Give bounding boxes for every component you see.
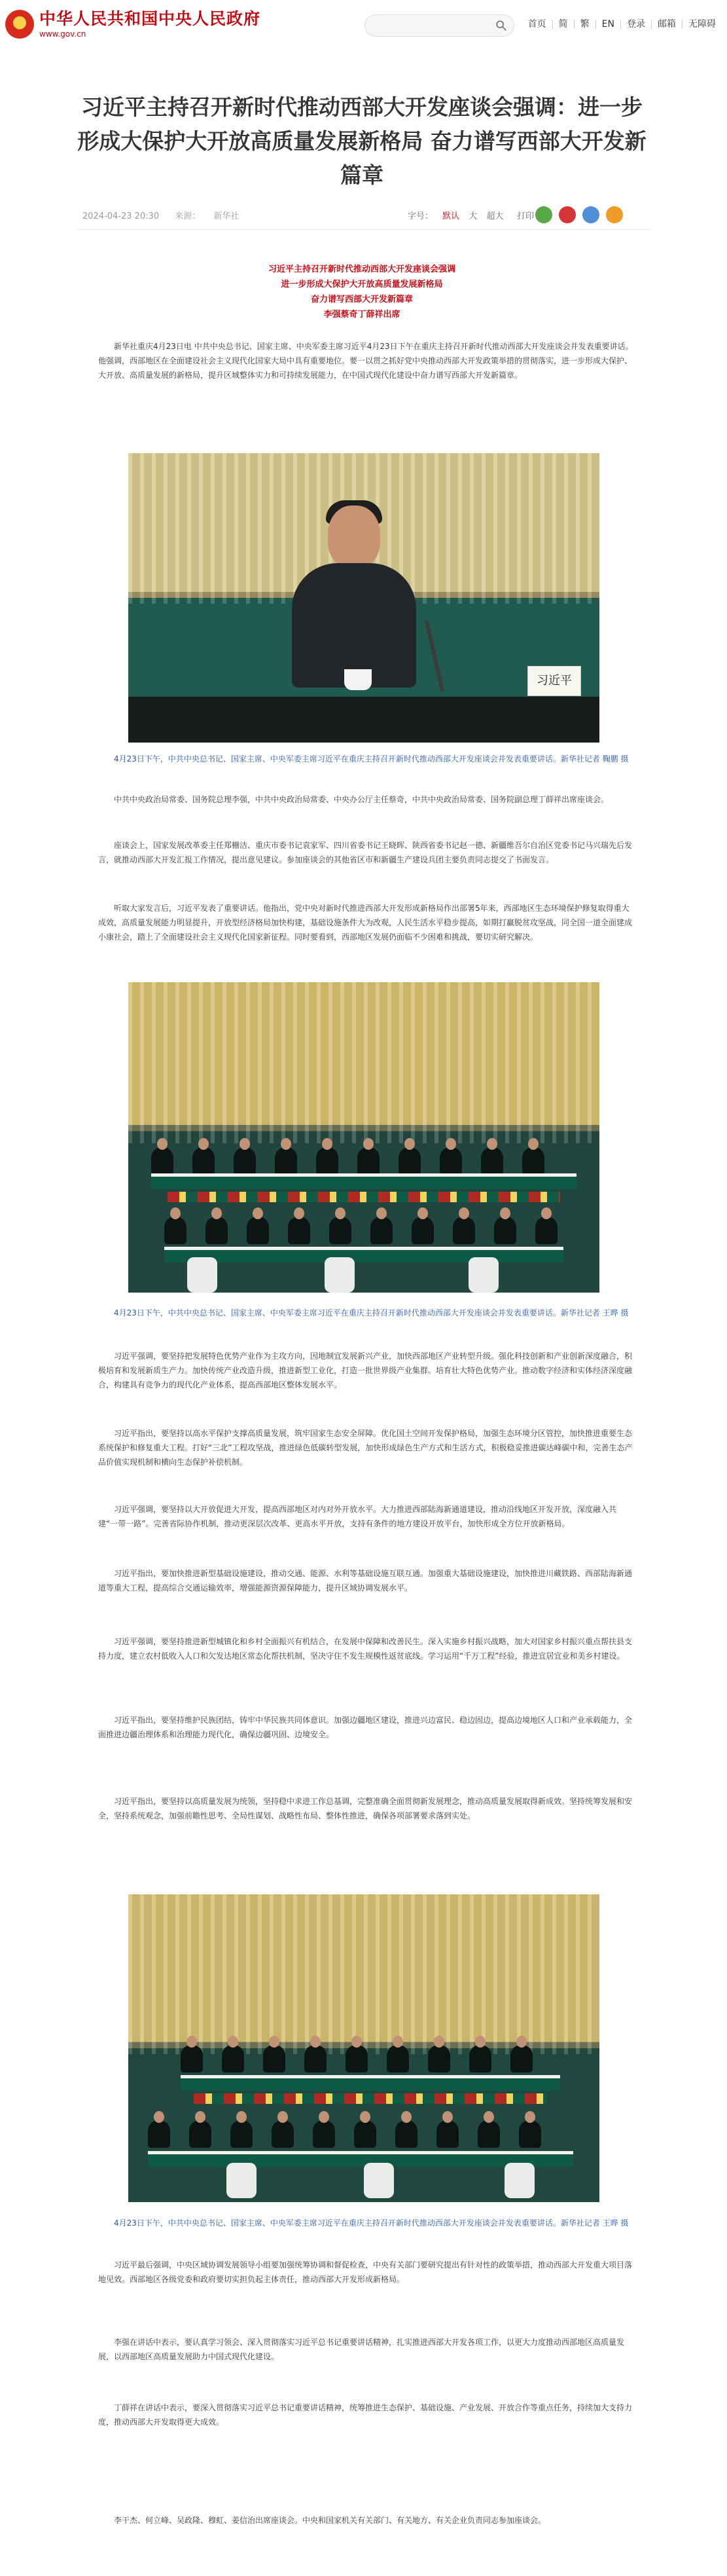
weibo-icon[interactable] xyxy=(559,206,576,223)
curtain-background xyxy=(128,982,599,1143)
curtain-background xyxy=(128,1894,599,2054)
article-paragraph: 中共中央政治局常委、国务院总理李强，中共中央政治局常委、中央办公厅主任蔡奇，中共中央政治局常委、国务院副总理丁薛祥出席座谈会。 xyxy=(114,795,609,804)
article-paragraph: 习近平指出，要坚持维护民族团结，铸牢中华民族共同体意识。加强边疆地区建设，推进兴边富民、稳边固边，提高边境地区人口和产业承载能力，全面推进边疆治理体系和治理能力现代化，确保边疆巩固、边境安全。 xyxy=(98,1716,633,1739)
speaker-figure xyxy=(292,506,416,682)
meeting-photo-side xyxy=(128,1894,599,2202)
article-paragraph: 习近平指出，要加快推进新型基础设施建设，推动交通、能源、水利等基础设施互联互通。加强重大基础设施建设，加快推进川藏铁路、西部陆海新通道等重大工程，提高综合交通运输效率，增强能源资源保障能力，提升区域协调发展水平。 xyxy=(98,1569,633,1592)
chair xyxy=(469,1257,499,1293)
article-paragraph: 习近平指出，要坚持以高水平保护支撑高质量发展，筑牢国家生态安全屏障。优化国土空间开发保护格局，加强生态环境分区管控，加快推进重要生态系统保护和修复重大工程。打好“三北”工程攻坚战，推进绿色低碳转型发展，加快形成绿色生产方式和生活方式，积极稳妥推进碳达峰碳中和，完善生态产品价值实现机制和横向生态保护补偿机制。 xyxy=(98,1429,633,1467)
nav-accessibility[interactable]: 无障碍 xyxy=(682,20,722,29)
photo-caption: 4月23日下午，中共中央总书记、国家主席、中央军委主席习近平在重庆主持召开新时代推动西部大开发座谈会并发表重要讲话。新华社记者 鞠鹏 摄 xyxy=(114,754,629,764)
lead-line-1: 习近平主持召开新时代推动西部大开发座谈会强调 xyxy=(268,265,455,274)
article-title-area xyxy=(77,90,647,193)
speaker-head xyxy=(328,506,380,568)
article-paragraph: 习近平最后强调，中央区域协调发展领导小组要加强统筹协调和督促检查，中央有关部门要研究提出有针对性的政策举措，推动西部大开发重大项目落地见效。西部地区各级党委和政府要切实担负起主体责任，推动西部大开发形成新格局。 xyxy=(98,2260,633,2284)
font-large-button[interactable]: 大 xyxy=(469,212,478,221)
article-paragraph: 李干杰、何立峰、吴政隆、穆虹、姜信治出席座谈会。中央和国家机关有关部门、有关地方、有关企业负责同志参加座谈会。 xyxy=(114,2516,546,2525)
font-size-label: 字号： xyxy=(408,212,434,221)
tea-cup xyxy=(344,669,372,690)
nav-login[interactable]: 登录 xyxy=(620,20,651,29)
title-divider xyxy=(77,229,650,230)
chair xyxy=(364,2163,394,2198)
chair xyxy=(187,1257,217,1293)
wechat-icon[interactable] xyxy=(535,206,552,223)
search-input[interactable] xyxy=(365,15,489,36)
photo-caption: 4月23日下午，中共中央总书记、国家主席、中央军委主席习近平在重庆主持召开新时代推动西部大开发座谈会并发表重要讲话。新华社记者 王晔 摄 xyxy=(114,1308,629,1317)
site-logo[interactable] xyxy=(5,9,260,39)
meeting-photo-wide xyxy=(128,982,599,1293)
article-paragraph: 习近平强调，要坚持以大开放促进大开发，提高西部地区对内对外开放水平。大力推进西部陆海新通道建设，推动沿线地区开发开放，深度融入共建“一带一路”。完善省际协作机制，推动更深层次改革、更高水平开放，支持有条件的地方建设开放平台，加快形成全方位开放新格局。 xyxy=(98,1505,617,1528)
article-photo-main xyxy=(128,453,599,743)
nav-simplified[interactable]: 简 xyxy=(552,20,574,29)
more-share-icon[interactable] xyxy=(606,206,623,223)
article-title: 习近平主持召开新时代推动西部大开发座谈会强调：进一步形成大保护大开放高质量发展新格局 奋力谱写西部大开发新篇章 xyxy=(77,94,647,188)
chair xyxy=(325,1257,355,1293)
participants-lower-row xyxy=(148,2120,573,2152)
site-url: www.gov.cn xyxy=(39,29,86,39)
emblem-icon xyxy=(5,10,34,39)
flower-strip xyxy=(168,1192,560,1202)
article-meta-left xyxy=(82,209,252,221)
search-icon[interactable] xyxy=(495,20,507,31)
chair xyxy=(505,2163,535,2198)
article-paragraph: 李强在讲话中表示，要认真学习领会、深入贯彻落实习近平总书记重要讲话精神，扎实推进西部大开发各项工作，以更大力度推动西部地区高质量发展，以西部地区高质量发展助力中国式现代化建设。 xyxy=(98,2338,625,2361)
nameplate: 习近平 xyxy=(527,666,581,696)
share-area xyxy=(529,206,623,223)
front-table xyxy=(151,1173,576,1189)
font-xlarge-button[interactable]: 超大 xyxy=(486,212,504,221)
flower-strip xyxy=(194,2093,547,2104)
side-row-participants xyxy=(164,1217,590,1248)
participants-upper-row xyxy=(181,2045,599,2076)
article-paragraph: 丁薛祥在讲话中表示，要深入贯彻落实习近平总书记重要讲话精神，统筹推进生态保护、基础设施、产业发展、开放合作等重点任务，持续加大支持力度，推动西部大开发取得更大成效。 xyxy=(98,2403,633,2427)
article-paragraph: 听取大家发言后，习近平发表了重要讲话。他指出，党中央对新时代推进西部大开发形成新格局作出部署5年来，西部地区生态环境保护修复取得重大成效，高质量发展能力明显提升，开放型经济格局加快构建，基础设施条件大为改观，人民生活水平稳步提高，如期打赢脱贫攻坚战，同全国一道全面建成小康社会，踏上了全面建设社会主义现代化国家新征程。同时要看到，西部地区发展仍面临不少困难和挑战，要切实研究解决。 xyxy=(98,904,633,942)
print-button[interactable]: 打印 xyxy=(517,212,535,221)
nav-mail[interactable]: 邮箱 xyxy=(651,20,682,29)
chair xyxy=(226,2163,257,2198)
font-default-button[interactable]: 默认 xyxy=(442,212,460,221)
site-title: 中华人民共和国中央人民政府 xyxy=(39,9,261,28)
lead-line-3: 奋力谱写西部大开发新篇章 xyxy=(310,295,413,304)
search-box[interactable] xyxy=(364,14,514,37)
article-meta xyxy=(77,206,650,223)
site-name xyxy=(39,9,260,39)
lead-line-4: 李强蔡奇丁薛祥出席 xyxy=(323,310,400,320)
article-paragraph: 习近平强调，要坚持把发展特色优势产业作为主攻方向，因地制宜发展新兴产业，加快西部地区产业转型升级。强化科技创新和产业创新深度融合，积极培育和发展新质生产力。加快传统产业改造升级，推进新型工业化，打造一批世界级产业集群。培育壮大特色优势产业。推动数字经济和实体经济深度融合，构建具有竞争力的现代化产业体系，提高西部地区整体发展水平。 xyxy=(98,1352,633,1389)
photo-caption: 4月23日下午，中共中央总书记、国家主席、中央军委主席习近平在重庆主持召开新时代推动西部大开发座谈会并发表重要讲话。新华社记者 王晔 摄 xyxy=(114,2218,629,2228)
nav-english[interactable]: EN xyxy=(595,20,620,29)
article-paragraph: 新华社重庆4月23日电 中共中央总书记、国家主席、中央军委主席习近平4月23日下午在重庆主持召开新时代推动西部大开发座谈会并发表重要讲话。他强调，西部地区在全面建设社会主义现代化国家大局中具有重要地位。要一以贯之抓好党中央推动西部大开发政策举措的贯彻落实，进一步形成大保护、大开放、高质量发展的新格局，提升区域整体实力和可持续发展能力，在中国式现代化建设中奋力谱写西部大开发新篇章。 xyxy=(98,342,633,380)
nav-traditional[interactable]: 繁 xyxy=(574,20,595,29)
qzone-icon[interactable] xyxy=(582,206,599,223)
article-lead xyxy=(131,262,593,322)
meeting-table xyxy=(181,2075,560,2091)
article-paragraph: 习近平指出，要坚持以高质量发展为统领，坚持稳中求进工作总基调，完整准确全面贯彻新发展理念，推动高质量发展取得新成效。坚持统筹发展和安全，坚持系统观念，加强前瞻性思考、全局性谋划、战略性布局、整体性推进，确保各项部署要求落到实处。 xyxy=(98,1797,633,1820)
site-header xyxy=(0,0,727,52)
rear-table xyxy=(164,1247,563,1262)
source-label: 来源： xyxy=(175,212,201,221)
top-navigation xyxy=(522,20,722,29)
conference-desk xyxy=(128,697,599,743)
article-paragraph: 习近平强调，要坚持推进新型城镇化和乡村全面振兴有机结合，在发展中保障和改善民生。深入实施乡村振兴战略，加大对国家乡村振兴重点帮扶县支持力度，建立农村低收入人口和欠发达地区常态化帮扶机制，坚决守住不发生规模性返贫底线。学习运用“千万工程”经验，推进宜居宜业和美乡村建设。 xyxy=(98,1637,633,1661)
article-paragraph: 座谈会上，国家发展改革委主任郑栅洁、重庆市委书记袁家军、四川省委书记王晓晖、陕西省委书记赵一德、新疆维吾尔自治区党委书记马兴瑞先后发言，就推动西部大开发汇报工作情况，提出意见建议。参加座谈会的其他省区市和新疆生产建设兵团主要负责同志提交了书面发言。 xyxy=(98,841,633,864)
source-name: 新华社 xyxy=(213,212,239,221)
microphone xyxy=(425,621,445,692)
publish-date: 2024-04-23 20:30 xyxy=(82,212,160,221)
nav-home[interactable]: 首页 xyxy=(527,19,546,29)
font-size-control xyxy=(404,209,506,221)
lead-line-2: 进一步形成大保护大开放高质量发展新格局 xyxy=(281,280,443,289)
